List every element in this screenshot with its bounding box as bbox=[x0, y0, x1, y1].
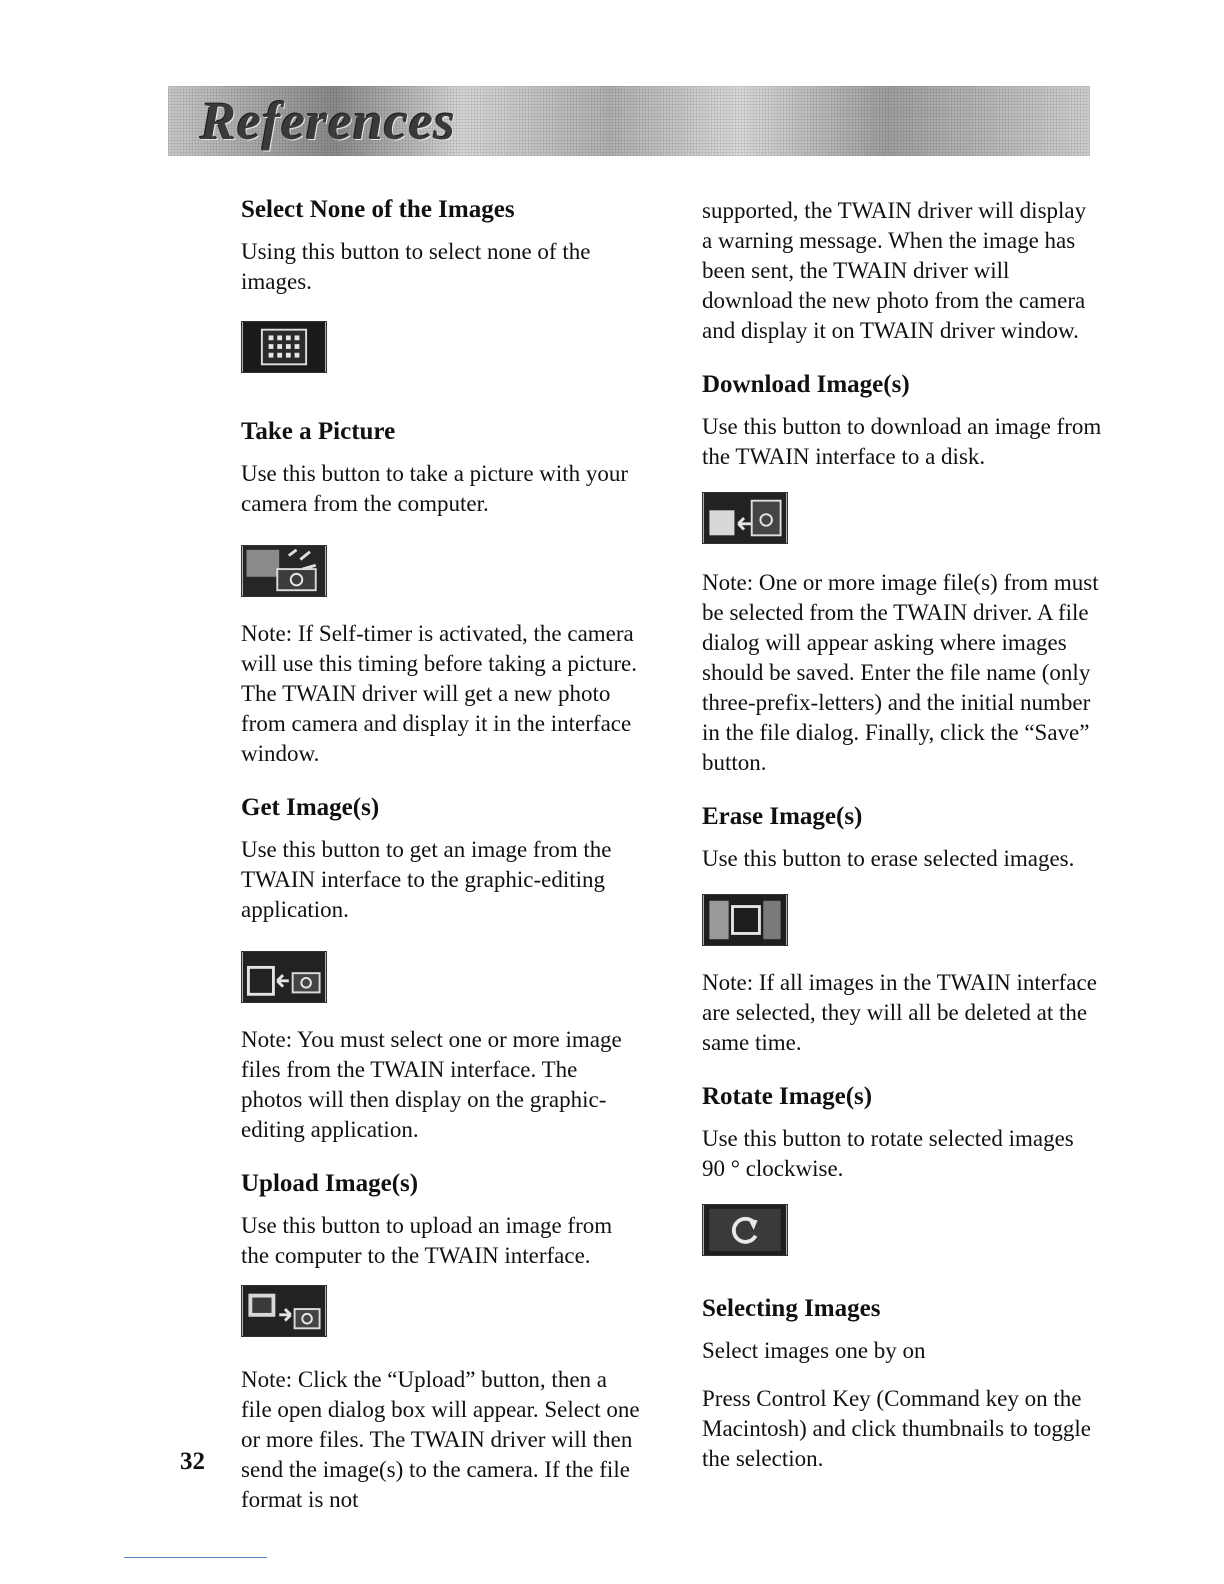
rotate-images-description: Use this button to rotate selected images 90 ° clockwise. bbox=[702, 1126, 1074, 1181]
page-number: 32 bbox=[180, 1448, 205, 1475]
take-picture-description: Use this button to take a picture with your camera from the computer. bbox=[241, 461, 629, 516]
download-images-note: Note: One or more image file(s) from must be selected from the TWAIN driver. A file dialog will appear asking where images should be saved. Enter the file name (only three-prefix-letters) and the initial number in the file dialog. Finally, click the “Save” button. bbox=[702, 570, 1099, 775]
select-none-grid-icon bbox=[241, 321, 327, 373]
upload-image-icon bbox=[241, 1285, 327, 1337]
selecting-images-text-1: Select images one by on bbox=[702, 1338, 926, 1363]
section-banner bbox=[168, 86, 1090, 156]
get-images-description: Use this button to get an image from the TWAIN interface to the graphic-editing application. bbox=[241, 837, 612, 922]
footer-rule bbox=[124, 1557, 267, 1558]
erase-images-note: Note: If all images in the TWAIN interface are selected, they will all be deleted at the same time. bbox=[702, 970, 1097, 1055]
take-picture-camera-icon bbox=[241, 545, 327, 597]
upload-images-description: Use this button to upload an image from the computer to the TWAIN interface. bbox=[241, 1213, 613, 1268]
download-images-description: Use this button to download an image from the TWAIN interface to a disk. bbox=[702, 414, 1102, 469]
get-images-heading: Get Image(s) bbox=[241, 794, 380, 821]
download-images-heading: Download Image(s) bbox=[702, 371, 910, 398]
rotate-images-heading: Rotate Image(s) bbox=[702, 1083, 873, 1110]
upload-images-note: Note: Click the “Upload” button, then a file open dialog box will appear. Select one or more files. The TWAIN driver will then send the image(s) to the camera. If the file format is not bbox=[241, 1367, 640, 1512]
erase-image-icon bbox=[702, 894, 788, 946]
selecting-images-text-2: Press Control Key (Command key on the Macintosh) and click thumbnails to toggle the selection. bbox=[702, 1386, 1092, 1471]
select-none-description: Using this button to select none of the images. bbox=[241, 239, 591, 294]
upload-images-heading: Upload Image(s) bbox=[241, 1170, 419, 1197]
right-column bbox=[702, 196, 1102, 1474]
left-column bbox=[241, 195, 641, 1515]
get-images-note: Note: You must select one or more image files from the TWAIN interface. The photos will then display on the graphic-editing application. bbox=[241, 1027, 622, 1142]
selecting-images-heading: Selecting Images bbox=[702, 1295, 881, 1322]
rotate-image-icon bbox=[702, 1204, 788, 1256]
erase-images-heading: Erase Image(s) bbox=[702, 803, 863, 830]
erase-images-description: Use this button to erase selected images. bbox=[702, 846, 1075, 871]
select-none-heading: Select None of the Images bbox=[241, 196, 515, 223]
section-title: References bbox=[200, 91, 456, 151]
download-image-icon bbox=[702, 492, 788, 544]
get-image-icon bbox=[241, 951, 327, 1003]
take-picture-note: Note: If Self-timer is activated, the camera will use this timing before taking a picture. The TWAIN driver will get a new photo from camera and display it in the interface window. bbox=[241, 621, 638, 766]
take-picture-heading: Take a Picture bbox=[241, 418, 396, 445]
upload-note-continued: supported, the TWAIN driver will display a warning message. When the image has been sent, the TWAIN driver will download the new photo from the camera and display it on TWAIN driver window. bbox=[702, 198, 1087, 343]
